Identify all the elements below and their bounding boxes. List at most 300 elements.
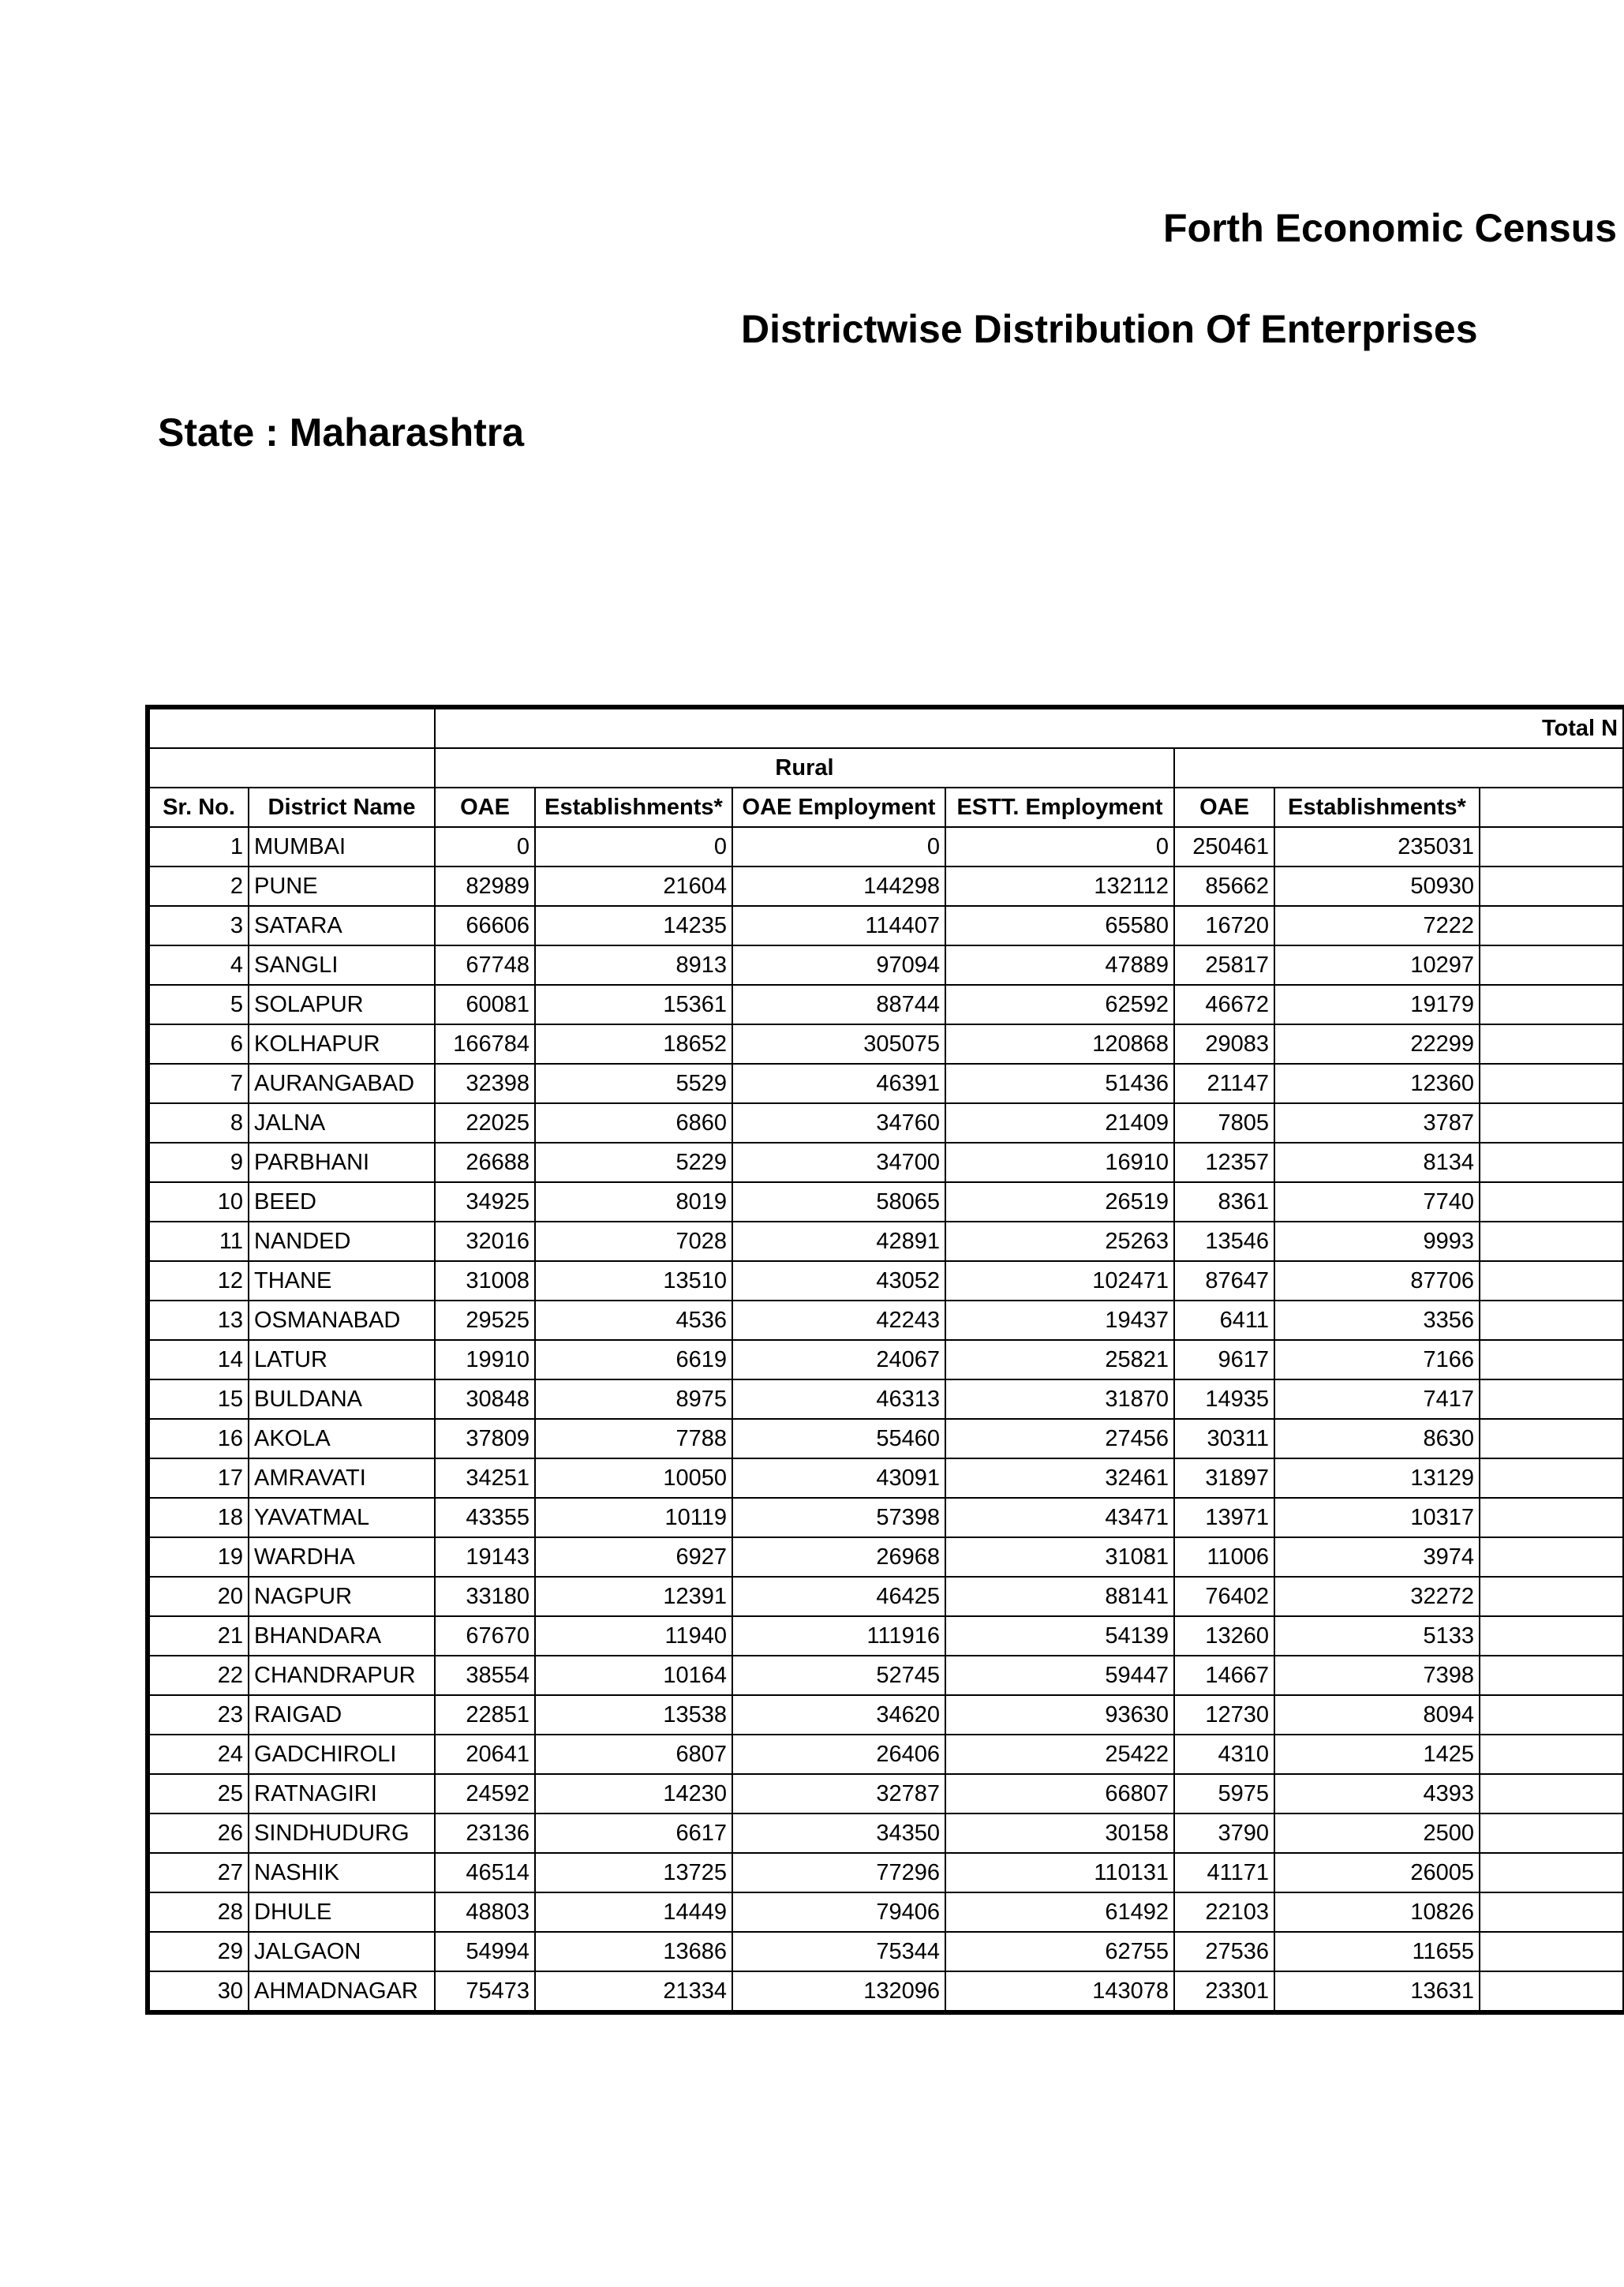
urban-establishments-cell: 3787 <box>1274 1103 1480 1143</box>
urban-establishments-cell: 2500 <box>1274 1814 1480 1853</box>
rural-oae-cell: 31008 <box>435 1261 535 1301</box>
rural-oae-cell: 30848 <box>435 1379 535 1419</box>
rural-estt-employment-cell: 47889 <box>945 945 1174 985</box>
sr-no-cell: 10 <box>148 1182 249 1222</box>
col-sr-no: Sr. No. <box>148 788 249 827</box>
district-name-cell: RATNAGIRI <box>249 1774 435 1814</box>
district-name-cell: WARDHA <box>249 1537 435 1577</box>
rural-estt-employment-cell: 31870 <box>945 1379 1174 1419</box>
cut-off-cell <box>1480 1892 1623 1932</box>
urban-oae-cell: 9617 <box>1174 1340 1274 1379</box>
district-name-cell: BEED <box>249 1182 435 1222</box>
rural-estt-employment-cell: 93630 <box>945 1695 1174 1735</box>
rural-oae-employment-cell: 52745 <box>732 1656 945 1695</box>
district-name-cell: PARBHANI <box>249 1143 435 1182</box>
table-row <box>148 1024 1623 1064</box>
urban-oae-cell: 46672 <box>1174 985 1274 1024</box>
district-name-cell: DHULE <box>249 1892 435 1932</box>
cut-off-cell <box>1480 1458 1623 1498</box>
rural-estt-employment-cell: 25422 <box>945 1735 1174 1774</box>
urban-establishments-cell: 8094 <box>1274 1695 1480 1735</box>
district-name-cell: NAGPUR <box>249 1577 435 1616</box>
rural-estt-employment-cell: 32461 <box>945 1458 1174 1498</box>
col-rural-oae-employment: OAE Employment <box>732 788 945 827</box>
urban-establishments-cell: 26005 <box>1274 1853 1480 1892</box>
rural-estt-employment-cell: 43471 <box>945 1498 1174 1537</box>
rural-estt-employment-cell: 62592 <box>945 985 1174 1024</box>
urban-oae-cell: 6411 <box>1174 1301 1274 1340</box>
district-name-cell: NASHIK <box>249 1853 435 1892</box>
rural-oae-employment-cell: 34350 <box>732 1814 945 1853</box>
cut-off-cell <box>1480 1261 1623 1301</box>
rural-oae-cell: 67748 <box>435 945 535 985</box>
rural-oae-cell: 43355 <box>435 1498 535 1537</box>
district-name-cell: NANDED <box>249 1222 435 1261</box>
table-row <box>148 1261 1623 1301</box>
table-row <box>148 1064 1623 1103</box>
district-name-cell: AMRAVATI <box>249 1458 435 1498</box>
table-body <box>148 827 1623 2012</box>
rural-estt-employment-cell: 66807 <box>945 1774 1174 1814</box>
rural-establishments-cell: 13538 <box>535 1695 732 1735</box>
sr-no-cell: 19 <box>148 1537 249 1577</box>
table-row <box>148 1656 1623 1695</box>
district-name-cell: LATUR <box>249 1340 435 1379</box>
cut-off-cell <box>1480 1182 1623 1222</box>
cut-off-cell <box>1480 1853 1623 1892</box>
table-row <box>148 1814 1623 1853</box>
sr-no-cell: 30 <box>148 1971 249 2012</box>
urban-establishments-cell: 7417 <box>1274 1379 1480 1419</box>
urban-oae-cell: 13260 <box>1174 1616 1274 1656</box>
urban-establishments-cell: 4393 <box>1274 1774 1480 1814</box>
urban-establishments-cell: 12360 <box>1274 1064 1480 1103</box>
rural-oae-cell: 37809 <box>435 1419 535 1458</box>
urban-oae-cell: 14935 <box>1174 1379 1274 1419</box>
urban-establishments-cell: 11655 <box>1274 1932 1480 1971</box>
rural-oae-employment-cell: 88744 <box>732 985 945 1024</box>
table-row <box>148 945 1623 985</box>
table-row <box>148 1222 1623 1261</box>
table-row <box>148 1182 1623 1222</box>
rural-estt-employment-cell: 19437 <box>945 1301 1174 1340</box>
sr-no-cell: 8 <box>148 1103 249 1143</box>
rural-estt-employment-cell: 102471 <box>945 1261 1174 1301</box>
sr-no-cell: 26 <box>148 1814 249 1853</box>
cut-off-cell <box>1480 1103 1623 1143</box>
cut-off-cell <box>1480 1932 1623 1971</box>
table-row <box>148 1577 1623 1616</box>
rural-oae-cell: 0 <box>435 827 535 867</box>
rural-establishments-cell: 5229 <box>535 1143 732 1182</box>
rural-establishments-cell: 7788 <box>535 1419 732 1458</box>
rural-estt-employment-cell: 110131 <box>945 1853 1174 1892</box>
rural-establishments-cell: 14449 <box>535 1892 732 1932</box>
district-name-cell: MUMBAI <box>249 827 435 867</box>
rural-oae-cell: 32016 <box>435 1222 535 1261</box>
urban-oae-cell: 30311 <box>1174 1419 1274 1458</box>
cut-off-cell <box>1480 1774 1623 1814</box>
urban-establishments-cell: 7222 <box>1274 906 1480 945</box>
sr-no-cell: 15 <box>148 1379 249 1419</box>
rural-oae-cell: 26688 <box>435 1143 535 1182</box>
rural-establishments-cell: 10164 <box>535 1656 732 1695</box>
urban-oae-cell: 41171 <box>1174 1853 1274 1892</box>
district-name-cell: RAIGAD <box>249 1695 435 1735</box>
rural-estt-employment-cell: 27456 <box>945 1419 1174 1458</box>
rural-oae-employment-cell: 75344 <box>732 1932 945 1971</box>
table-row <box>148 1103 1623 1143</box>
table-row <box>148 1774 1623 1814</box>
sr-no-cell: 18 <box>148 1498 249 1537</box>
rural-oae-cell: 75473 <box>435 1971 535 2012</box>
rural-establishments-cell: 6619 <box>535 1340 732 1379</box>
rural-establishments-cell: 13510 <box>535 1261 732 1301</box>
cut-off-cell <box>1480 1577 1623 1616</box>
cut-off-cell <box>1480 1656 1623 1695</box>
sr-no-cell: 21 <box>148 1616 249 1656</box>
rural-oae-employment-cell: 34620 <box>732 1695 945 1735</box>
sr-no-cell: 20 <box>148 1577 249 1616</box>
rural-establishments-cell: 10050 <box>535 1458 732 1498</box>
rural-establishments-cell: 14235 <box>535 906 732 945</box>
rural-estt-employment-cell: 143078 <box>945 1971 1174 2012</box>
table-row <box>148 1616 1623 1656</box>
rural-oae-cell: 46514 <box>435 1853 535 1892</box>
rural-oae-cell: 19143 <box>435 1537 535 1577</box>
cut-off-cell <box>1480 1340 1623 1379</box>
sr-no-cell: 28 <box>148 1892 249 1932</box>
rural-oae-employment-cell: 26406 <box>732 1735 945 1774</box>
table-row <box>148 985 1623 1024</box>
col-rural-oae: OAE <box>435 788 535 827</box>
rural-establishments-cell: 6807 <box>535 1735 732 1774</box>
rural-oae-cell: 34251 <box>435 1458 535 1498</box>
urban-header <box>1174 748 1623 788</box>
rural-establishments-cell: 13686 <box>535 1932 732 1971</box>
rural-estt-employment-cell: 120868 <box>945 1024 1174 1064</box>
table-row <box>148 1695 1623 1735</box>
sr-no-cell: 11 <box>148 1222 249 1261</box>
rural-establishments-cell: 21604 <box>535 867 732 906</box>
rural-establishments-cell: 18652 <box>535 1024 732 1064</box>
rural-estt-employment-cell: 62755 <box>945 1932 1174 1971</box>
col-rural-establishments: Establishments* <box>535 788 732 827</box>
rural-establishments-cell: 5529 <box>535 1064 732 1103</box>
district-name-cell: JALGAON <box>249 1932 435 1971</box>
census-table-container <box>145 705 1618 2070</box>
cut-off-cell <box>1480 1143 1623 1182</box>
rural-oae-cell: 33180 <box>435 1577 535 1616</box>
rural-establishments-cell: 15361 <box>535 985 732 1024</box>
table-row <box>148 1498 1623 1537</box>
rural-oae-cell: 67670 <box>435 1616 535 1656</box>
rural-oae-employment-cell: 58065 <box>732 1182 945 1222</box>
urban-oae-cell: 5975 <box>1174 1774 1274 1814</box>
rural-oae-employment-cell: 132096 <box>732 1971 945 2012</box>
district-name-cell: AURANGABAD <box>249 1064 435 1103</box>
rural-estt-employment-cell: 132112 <box>945 867 1174 906</box>
column-header-row <box>148 788 1623 827</box>
urban-establishments-cell: 7166 <box>1274 1340 1480 1379</box>
urban-establishments-cell: 3356 <box>1274 1301 1480 1340</box>
table-row <box>148 1379 1623 1419</box>
district-name-cell: CHANDRAPUR <box>249 1656 435 1695</box>
rural-oae-employment-cell: 57398 <box>732 1498 945 1537</box>
sr-no-cell: 17 <box>148 1458 249 1498</box>
urban-establishments-cell: 50930 <box>1274 867 1480 906</box>
rural-oae-cell: 48803 <box>435 1892 535 1932</box>
urban-establishments-cell: 22299 <box>1274 1024 1480 1064</box>
rural-oae-cell: 32398 <box>435 1064 535 1103</box>
urban-establishments-cell: 3974 <box>1274 1537 1480 1577</box>
urban-establishments-cell: 32272 <box>1274 1577 1480 1616</box>
cut-off-cell <box>1480 1971 1623 2012</box>
sr-no-cell: 2 <box>148 867 249 906</box>
district-name-cell: AHMADNAGAR <box>249 1971 435 2012</box>
sr-no-cell: 27 <box>148 1853 249 1892</box>
table-row <box>148 1735 1623 1774</box>
urban-oae-cell: 25817 <box>1174 945 1274 985</box>
rural-oae-employment-cell: 0 <box>732 827 945 867</box>
district-name-cell: KOLHAPUR <box>249 1024 435 1064</box>
table-row <box>148 867 1623 906</box>
sr-no-cell: 3 <box>148 906 249 945</box>
district-name-cell: SANGLI <box>249 945 435 985</box>
cut-off-cell <box>1480 1498 1623 1537</box>
district-name-cell: GADCHIROLI <box>249 1735 435 1774</box>
rural-oae-cell: 22025 <box>435 1103 535 1143</box>
sr-no-cell: 6 <box>148 1024 249 1064</box>
urban-establishments-cell: 13631 <box>1274 1971 1480 2012</box>
rural-estt-employment-cell: 25821 <box>945 1340 1174 1379</box>
cut-off-cell <box>1480 867 1623 906</box>
table-row <box>148 1340 1623 1379</box>
urban-oae-cell: 23301 <box>1174 1971 1274 2012</box>
sr-no-cell: 16 <box>148 1419 249 1458</box>
sr-no-cell: 22 <box>148 1656 249 1695</box>
area-header-blank <box>148 748 435 788</box>
urban-establishments-cell: 8134 <box>1274 1143 1480 1182</box>
district-name-cell: JALNA <box>249 1103 435 1143</box>
sr-no-cell: 23 <box>148 1695 249 1735</box>
rural-oae-employment-cell: 55460 <box>732 1419 945 1458</box>
rural-establishments-cell: 6927 <box>535 1537 732 1577</box>
table-row <box>148 1537 1623 1577</box>
district-name-cell: SATARA <box>249 906 435 945</box>
rural-oae-employment-cell: 24067 <box>732 1340 945 1379</box>
header-blank <box>148 707 435 748</box>
cut-off-cell <box>1480 1379 1623 1419</box>
rural-oae-employment-cell: 46425 <box>732 1577 945 1616</box>
col-rural-estt-employment: ESTT. Employment <box>945 788 1174 827</box>
sr-no-cell: 4 <box>148 945 249 985</box>
urban-oae-cell: 31897 <box>1174 1458 1274 1498</box>
sr-no-cell: 9 <box>148 1143 249 1182</box>
sr-no-cell: 13 <box>148 1301 249 1340</box>
rural-establishments-cell: 8975 <box>535 1379 732 1419</box>
sr-no-cell: 29 <box>148 1932 249 1971</box>
rural-estt-employment-cell: 54139 <box>945 1616 1174 1656</box>
rural-oae-employment-cell: 114407 <box>732 906 945 945</box>
urban-establishments-cell: 1425 <box>1274 1735 1480 1774</box>
rural-establishments-cell: 13725 <box>535 1853 732 1892</box>
district-name-cell: YAVATMAL <box>249 1498 435 1537</box>
district-name-cell: BULDANA <box>249 1379 435 1419</box>
rural-estt-employment-cell: 88141 <box>945 1577 1174 1616</box>
table-row <box>148 1301 1623 1340</box>
rural-establishments-cell: 6860 <box>535 1103 732 1143</box>
cut-off-cell <box>1480 1616 1623 1656</box>
urban-oae-cell: 16720 <box>1174 906 1274 945</box>
report-subtitle: Districtwise Distribution Of Enterprises <box>741 307 1478 351</box>
rural-establishments-cell: 4536 <box>535 1301 732 1340</box>
rural-oae-cell: 60081 <box>435 985 535 1024</box>
group-header-row <box>148 707 1623 748</box>
urban-oae-cell: 14667 <box>1174 1656 1274 1695</box>
rural-estt-employment-cell: 59447 <box>945 1656 1174 1695</box>
rural-oae-employment-cell: 34760 <box>732 1103 945 1143</box>
urban-establishments-cell: 10297 <box>1274 945 1480 985</box>
rural-estt-employment-cell: 51436 <box>945 1064 1174 1103</box>
district-name-cell: AKOLA <box>249 1419 435 1458</box>
rural-header: Rural <box>435 748 1174 788</box>
district-name-cell: THANE <box>249 1261 435 1301</box>
rural-oae-cell: 23136 <box>435 1814 535 1853</box>
cut-off-cell <box>1480 1064 1623 1103</box>
rural-oae-cell: 82989 <box>435 867 535 906</box>
sr-no-cell: 7 <box>148 1064 249 1103</box>
table-row <box>148 1892 1623 1932</box>
sr-no-cell: 5 <box>148 985 249 1024</box>
cut-off-cell <box>1480 1537 1623 1577</box>
rural-oae-employment-cell: 42891 <box>732 1222 945 1261</box>
rural-oae-employment-cell: 97094 <box>732 945 945 985</box>
sr-no-cell: 12 <box>148 1261 249 1301</box>
rural-establishments-cell: 10119 <box>535 1498 732 1537</box>
cut-off-cell <box>1480 1695 1623 1735</box>
sr-no-cell: 25 <box>148 1774 249 1814</box>
rural-establishments-cell: 21334 <box>535 1971 732 2012</box>
rural-oae-cell: 29525 <box>435 1301 535 1340</box>
urban-oae-cell: 87647 <box>1174 1261 1274 1301</box>
table-row <box>148 906 1623 945</box>
urban-establishments-cell: 87706 <box>1274 1261 1480 1301</box>
rural-oae-employment-cell: 77296 <box>732 1853 945 1892</box>
rural-oae-employment-cell: 111916 <box>732 1616 945 1656</box>
rural-oae-employment-cell: 43052 <box>732 1261 945 1301</box>
cut-off-cell <box>1480 945 1623 985</box>
report-title: Forth Economic Census <box>1163 206 1618 250</box>
rural-establishments-cell: 14230 <box>535 1774 732 1814</box>
rural-oae-cell: 38554 <box>435 1656 535 1695</box>
rural-oae-employment-cell: 43091 <box>732 1458 945 1498</box>
rural-estt-employment-cell: 16910 <box>945 1143 1174 1182</box>
urban-establishments-cell: 7740 <box>1274 1182 1480 1222</box>
rural-establishments-cell: 8913 <box>535 945 732 985</box>
rural-oae-employment-cell: 34700 <box>732 1143 945 1182</box>
rural-estt-employment-cell: 25263 <box>945 1222 1174 1261</box>
urban-oae-cell: 250461 <box>1174 827 1274 867</box>
urban-oae-cell: 13971 <box>1174 1498 1274 1537</box>
sr-no-cell: 14 <box>148 1340 249 1379</box>
sr-no-cell: 1 <box>148 827 249 867</box>
cut-off-cell <box>1480 906 1623 945</box>
table-row <box>148 1971 1623 2012</box>
urban-oae-cell: 12730 <box>1174 1695 1274 1735</box>
col-cut-off <box>1480 788 1623 827</box>
table-row <box>148 1458 1623 1498</box>
rural-establishments-cell: 7028 <box>535 1222 732 1261</box>
rural-oae-employment-cell: 46391 <box>732 1064 945 1103</box>
urban-establishments-cell: 13129 <box>1274 1458 1480 1498</box>
urban-oae-cell: 27536 <box>1174 1932 1274 1971</box>
rural-oae-cell: 19910 <box>435 1340 535 1379</box>
rural-establishments-cell: 11940 <box>535 1616 732 1656</box>
urban-establishments-cell: 19179 <box>1274 985 1480 1024</box>
urban-oae-cell: 22103 <box>1174 1892 1274 1932</box>
urban-establishments-cell: 5133 <box>1274 1616 1480 1656</box>
col-urban-establishments: Establishments* <box>1274 788 1480 827</box>
rural-oae-cell: 22851 <box>435 1695 535 1735</box>
census-table <box>145 705 1624 2015</box>
rural-oae-cell: 20641 <box>435 1735 535 1774</box>
urban-oae-cell: 29083 <box>1174 1024 1274 1064</box>
urban-establishments-cell: 9993 <box>1274 1222 1480 1261</box>
cut-off-cell <box>1480 1301 1623 1340</box>
rural-estt-employment-cell: 65580 <box>945 906 1174 945</box>
rural-oae-employment-cell: 32787 <box>732 1774 945 1814</box>
rural-establishments-cell: 12391 <box>535 1577 732 1616</box>
urban-oae-cell: 12357 <box>1174 1143 1274 1182</box>
urban-oae-cell: 11006 <box>1174 1537 1274 1577</box>
col-urban-oae: OAE <box>1174 788 1274 827</box>
urban-establishments-cell: 10317 <box>1274 1498 1480 1537</box>
rural-oae-cell: 66606 <box>435 906 535 945</box>
rural-estt-employment-cell: 0 <box>945 827 1174 867</box>
urban-oae-cell: 76402 <box>1174 1577 1274 1616</box>
rural-estt-employment-cell: 31081 <box>945 1537 1174 1577</box>
col-district-name: District Name <box>249 788 435 827</box>
rural-oae-cell: 34925 <box>435 1182 535 1222</box>
rural-oae-employment-cell: 144298 <box>732 867 945 906</box>
rural-estt-employment-cell: 21409 <box>945 1103 1174 1143</box>
table-row <box>148 1143 1623 1182</box>
rural-oae-employment-cell: 46313 <box>732 1379 945 1419</box>
district-name-cell: OSMANABAD <box>249 1301 435 1340</box>
table-row <box>148 1419 1623 1458</box>
rural-estt-employment-cell: 61492 <box>945 1892 1174 1932</box>
district-name-cell: SOLAPUR <box>249 985 435 1024</box>
urban-oae-cell: 85662 <box>1174 867 1274 906</box>
cut-off-cell <box>1480 1419 1623 1458</box>
total-group-header: Total N <box>435 707 1623 748</box>
district-name-cell: SINDHUDURG <box>249 1814 435 1853</box>
district-name-cell: BHANDARA <box>249 1616 435 1656</box>
rural-oae-cell: 54994 <box>435 1932 535 1971</box>
urban-oae-cell: 3790 <box>1174 1814 1274 1853</box>
table-row <box>148 1853 1623 1892</box>
urban-establishments-cell: 7398 <box>1274 1656 1480 1695</box>
rural-oae-employment-cell: 26968 <box>732 1537 945 1577</box>
rural-establishments-cell: 6617 <box>535 1814 732 1853</box>
cut-off-cell <box>1480 1024 1623 1064</box>
cut-off-cell <box>1480 985 1623 1024</box>
urban-oae-cell: 4310 <box>1174 1735 1274 1774</box>
rural-estt-employment-cell: 26519 <box>945 1182 1174 1222</box>
urban-oae-cell: 8361 <box>1174 1182 1274 1222</box>
rural-oae-employment-cell: 305075 <box>732 1024 945 1064</box>
